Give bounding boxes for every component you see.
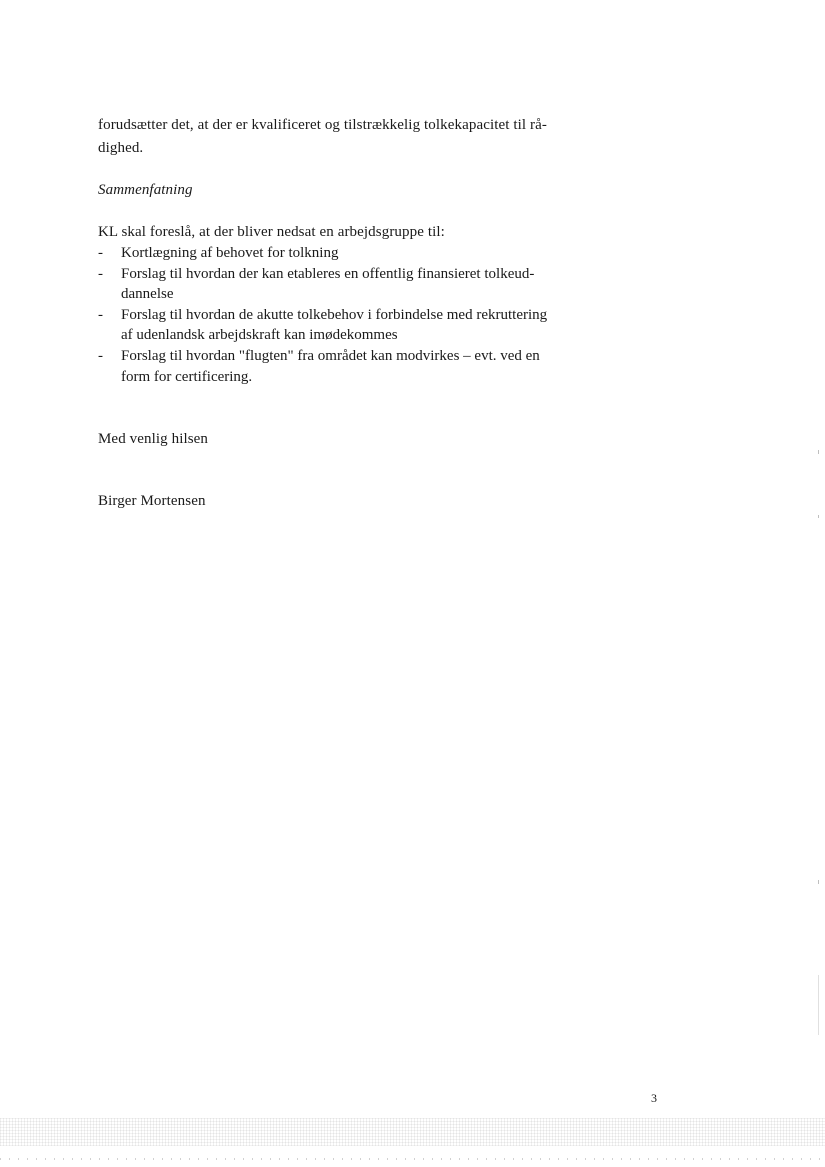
- list-item-text: Kortlægning af behovet for tolkning: [121, 245, 339, 261]
- list-item-text: Forslag til hvordan de akutte tolkebehov i forbindelse med rekruttering: [121, 307, 548, 323]
- scan-artifact: [818, 880, 819, 884]
- bullet-marker: -: [98, 348, 103, 364]
- list-item-text: dannelse: [121, 286, 174, 302]
- scan-artifact: [818, 515, 819, 518]
- bullet-marker: -: [98, 266, 103, 282]
- scan-noise-band: [0, 1118, 825, 1146]
- intro-text: KL skal foreslå, at der bliver nedsat en arbejdsgruppe til:: [98, 224, 445, 240]
- list-item-text: Forslag til hvordan "flugten" fra området kan modvirkes – evt. ved en: [121, 348, 540, 364]
- list-item-text: Forslag til hvordan der kan etableres en offentlig finansieret tolkeud-: [121, 266, 535, 282]
- page-number: 3: [651, 1091, 657, 1105]
- bullet-marker: -: [98, 307, 103, 323]
- bullet-marker: -: [98, 245, 103, 261]
- list-item-text: af udenlandsk arbejdskraft kan imødekommes: [121, 327, 398, 343]
- body-text-line: forudsætter det, at der er kvalificeret og tilstrækkelig tolkekapacitet til rå-: [98, 117, 547, 133]
- signature-name: Birger Mortensen: [98, 493, 206, 509]
- scan-noise-dots: [0, 1158, 825, 1160]
- scan-artifact: [818, 450, 819, 454]
- scan-artifact: [818, 975, 819, 1035]
- body-text-line: dighed.: [98, 140, 144, 156]
- list-item-text: form for certificering.: [121, 369, 253, 385]
- section-heading: Sammenfatning: [98, 182, 193, 198]
- closing-salutation: Med venlig hilsen: [98, 431, 209, 447]
